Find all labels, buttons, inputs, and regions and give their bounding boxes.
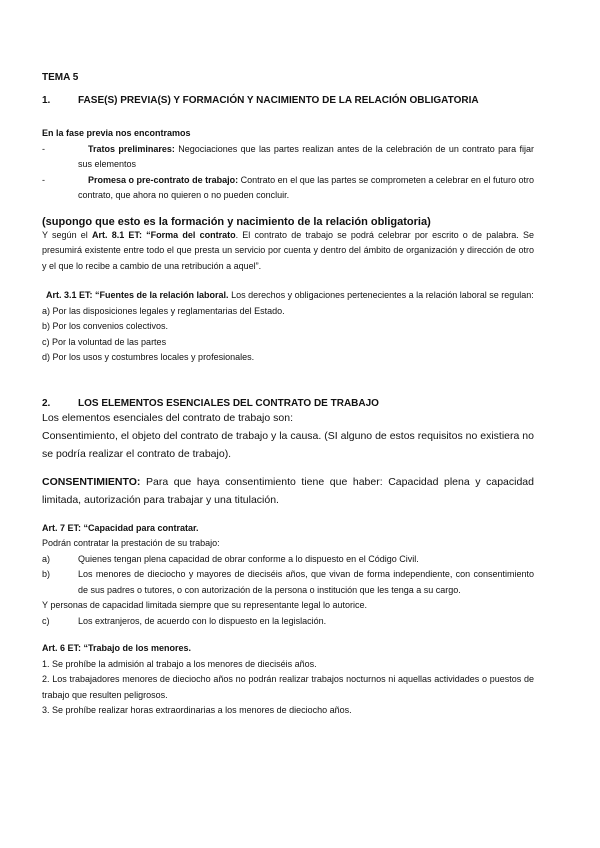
- list-item: [42, 173, 534, 204]
- list-item-text: Negociaciones que las partes realizan antes de la celebración de un contrato para fijar sus elementos: [78, 143, 534, 169]
- list-item: c) Por la voluntad de las partes: [42, 336, 167, 347]
- elementos-line: Los elementos esenciales del contrato de trabajo son:: [42, 411, 293, 424]
- art-8-1-paragraph: [42, 228, 534, 275]
- consentimiento-paragraph: [42, 473, 534, 509]
- art-3-1-paragraph: [42, 288, 534, 304]
- art-3-1-text: Los derechos y obligaciones pertenecientes a la relación laboral se regulan:: [228, 290, 534, 300]
- art-3-1-mid: : “: [89, 290, 100, 300]
- list-item: 2. Los trabajadores menores de dieciocho años no podrán realizar trabajos nocturnos ni aquellas actividades o puestos de trabajo que resulten peligrosos.: [42, 674, 534, 700]
- elementos-detail: Consentimiento, el objeto del contrato de trabajo y la causa. (SI alguno de estos requisitos no existiera no se podría realizar el contrato de trabajo).: [42, 429, 534, 460]
- list-item-body: [78, 142, 534, 173]
- list-item: [42, 552, 534, 568]
- list-item: b) Por los convenios colectivos.: [42, 321, 169, 331]
- list-letter: c): [42, 615, 50, 626]
- art-3-1-name: Fuentes de la relación laboral.: [99, 290, 229, 300]
- section-2-heading: [42, 398, 534, 409]
- section-2-number: 2.: [42, 397, 51, 409]
- art-8-1-ref: Art. 8.1 ET: [92, 229, 139, 240]
- fase-previa-intro: En la fase previa nos encontramos: [42, 128, 191, 138]
- list-item: d) Por los usos y costumbres locales y profesionales.: [42, 352, 255, 362]
- consentimiento-text: Para que haya consentimiento tiene que haber: Capacidad plena y capacidad limitada, autorización para trabajar y una titulación.: [42, 475, 534, 506]
- list-item: [42, 142, 534, 173]
- list-item-text: Los extranjeros, de acuerdo con lo dispuesto en la legislación.: [78, 615, 327, 626]
- list-item-label: Promesa o pre-contrato de trabajo:: [88, 174, 239, 185]
- list-letter: a): [42, 553, 51, 564]
- art-7-note: Y personas de capacidad limitada siempre que su representante legal lo autorice.: [42, 600, 368, 610]
- section-2-title: LOS ELEMENTOS ESENCIALES DEL CONTRATO DE TRABAJO: [78, 397, 379, 409]
- list-dash: -: [42, 174, 45, 185]
- section-1-title: FASE(S) PREVIA(S) Y FORMACIÓN Y NACIMIENTO DE LA RELACIÓN OBLIGATORIA: [78, 95, 479, 106]
- list-item: 3. Se prohíbe realizar horas extraordinarias a los menores de dieciocho años.: [42, 705, 352, 715]
- list-item: [42, 567, 534, 598]
- art-7-title: Art. 7 ET: “Capacidad para contratar.: [42, 522, 199, 533]
- list-item: 1. Se prohíbe la admisión al trabajo a los menores de dieciséis años.: [42, 658, 317, 669]
- art-7-intro: Podrán contratar la prestación de su trabajo:: [42, 538, 220, 548]
- list-item-body: [78, 173, 534, 204]
- document-page: [42, 72, 534, 719]
- list-letter: b): [42, 569, 51, 579]
- list-dash: -: [42, 143, 45, 154]
- art-3-1-ref: Art. 3.1 ET: [46, 290, 90, 300]
- art-8-1-pre: Y según el: [42, 229, 92, 240]
- supongo-heading: (supongo que esto es la formación y nacimiento de la relación obligatoria): [42, 215, 431, 228]
- list-item-text: Quienes tengan plena capacidad de obrar conforme a lo dispuesto en el Código Civil.: [78, 553, 419, 564]
- list-item-text: Los menores de dieciocho y mayores de dieciséis años, que vivan de forma independiente, con consentimiento de sus padres o tutores, o con autorización de la persona o institución que les tenga a su cargo.: [78, 569, 534, 595]
- section-1-heading: [42, 95, 534, 106]
- art-8-1-mid: : “: [138, 229, 151, 240]
- section-1-number: 1.: [42, 95, 51, 106]
- art-8-1-text: . El contrato de trabajo se podrá celebrar por escrito o de palabra. Se presumirá existente entre todo el que presta un servicio por cuenta y dentro del ámbito de organización y dirección de otro y el que lo recibe a cambio de una retribución a aquel”.: [42, 229, 534, 271]
- tema-title: TEMA 5: [42, 72, 79, 83]
- consentimiento-label: CONSENTIMIENTO:: [42, 475, 141, 488]
- list-item-label: Tratos preliminares:: [88, 143, 175, 154]
- art-8-1-name: Forma del contrato: [150, 229, 236, 240]
- list-item-text: Contrato en el que las partes se comprometen a celebrar en el futuro otro contrato, que ahora no quieren o no pueden concluir.: [78, 174, 535, 200]
- list-item: [42, 614, 534, 630]
- art-6-title: Art. 6 ET: “Trabajo de los menores.: [42, 643, 192, 653]
- list-item: a) Por las disposiciones legales y reglamentarias del Estado.: [42, 305, 285, 316]
